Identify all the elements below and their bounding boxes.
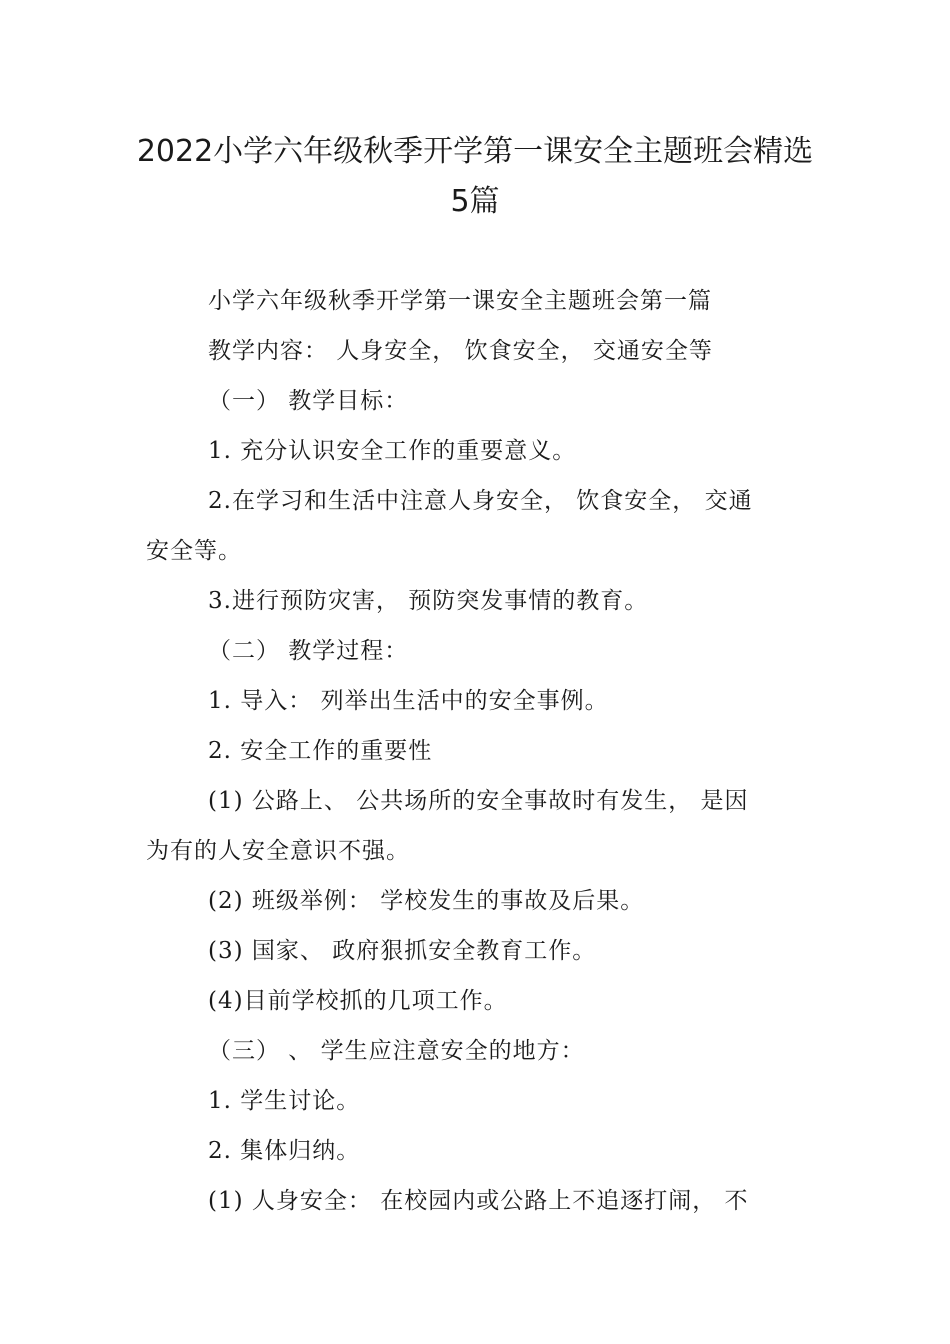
paragraph-line: 3.进行预防灾害， 预防突发事情的教育。 xyxy=(208,588,649,614)
document-title-line-1: 2022小学六年级秋季开学第一课安全主题班会精选 xyxy=(136,134,814,169)
paragraph-line: (4)目前学校抓的几项工作。 xyxy=(208,988,508,1014)
paragraph-line: 1. 导入： 列举出生活中的安全事例。 xyxy=(208,688,609,714)
paragraph-line: 安全等。 xyxy=(146,538,242,564)
paragraph-line: 教学内容： 人身安全， 饮食安全， 交通安全等 xyxy=(208,338,713,364)
document-title-line-2: 5篇 xyxy=(450,184,500,219)
paragraph-line: (1) 公路上、 公共场所的安全事故时有发生， 是因 xyxy=(208,788,749,814)
section-heading: 小学六年级秋季开学第一课安全主题班会第一篇 xyxy=(208,288,712,314)
paragraph-line: 2. 集体归纳。 xyxy=(208,1138,361,1164)
paragraph-line: （二） 教学过程： xyxy=(208,638,409,664)
paragraph-line: 1. 学生讨论。 xyxy=(208,1088,361,1114)
paragraph-line: (2) 班级举例： 学校发生的事故及后果。 xyxy=(208,888,645,914)
paragraph-line: （三） 、 学生应注意安全的地方： xyxy=(208,1038,585,1064)
paragraph-line: 2. 安全工作的重要性 xyxy=(208,738,433,764)
paragraph-line: （一） 教学目标： xyxy=(208,388,409,414)
paragraph-line: (3) 国家、 政府狠抓安全教育工作。 xyxy=(208,938,597,964)
paragraph-line: 1. 充分认识安全工作的重要意义。 xyxy=(208,438,577,464)
paragraph-line: 2.在学习和生活中注意人身安全， 饮食安全， 交通 xyxy=(208,488,753,514)
paragraph-line: (1) 人身安全： 在校园内或公路上不追逐打闹， 不 xyxy=(208,1188,749,1214)
paragraph-line: 为有的人安全意识不强。 xyxy=(146,838,410,864)
